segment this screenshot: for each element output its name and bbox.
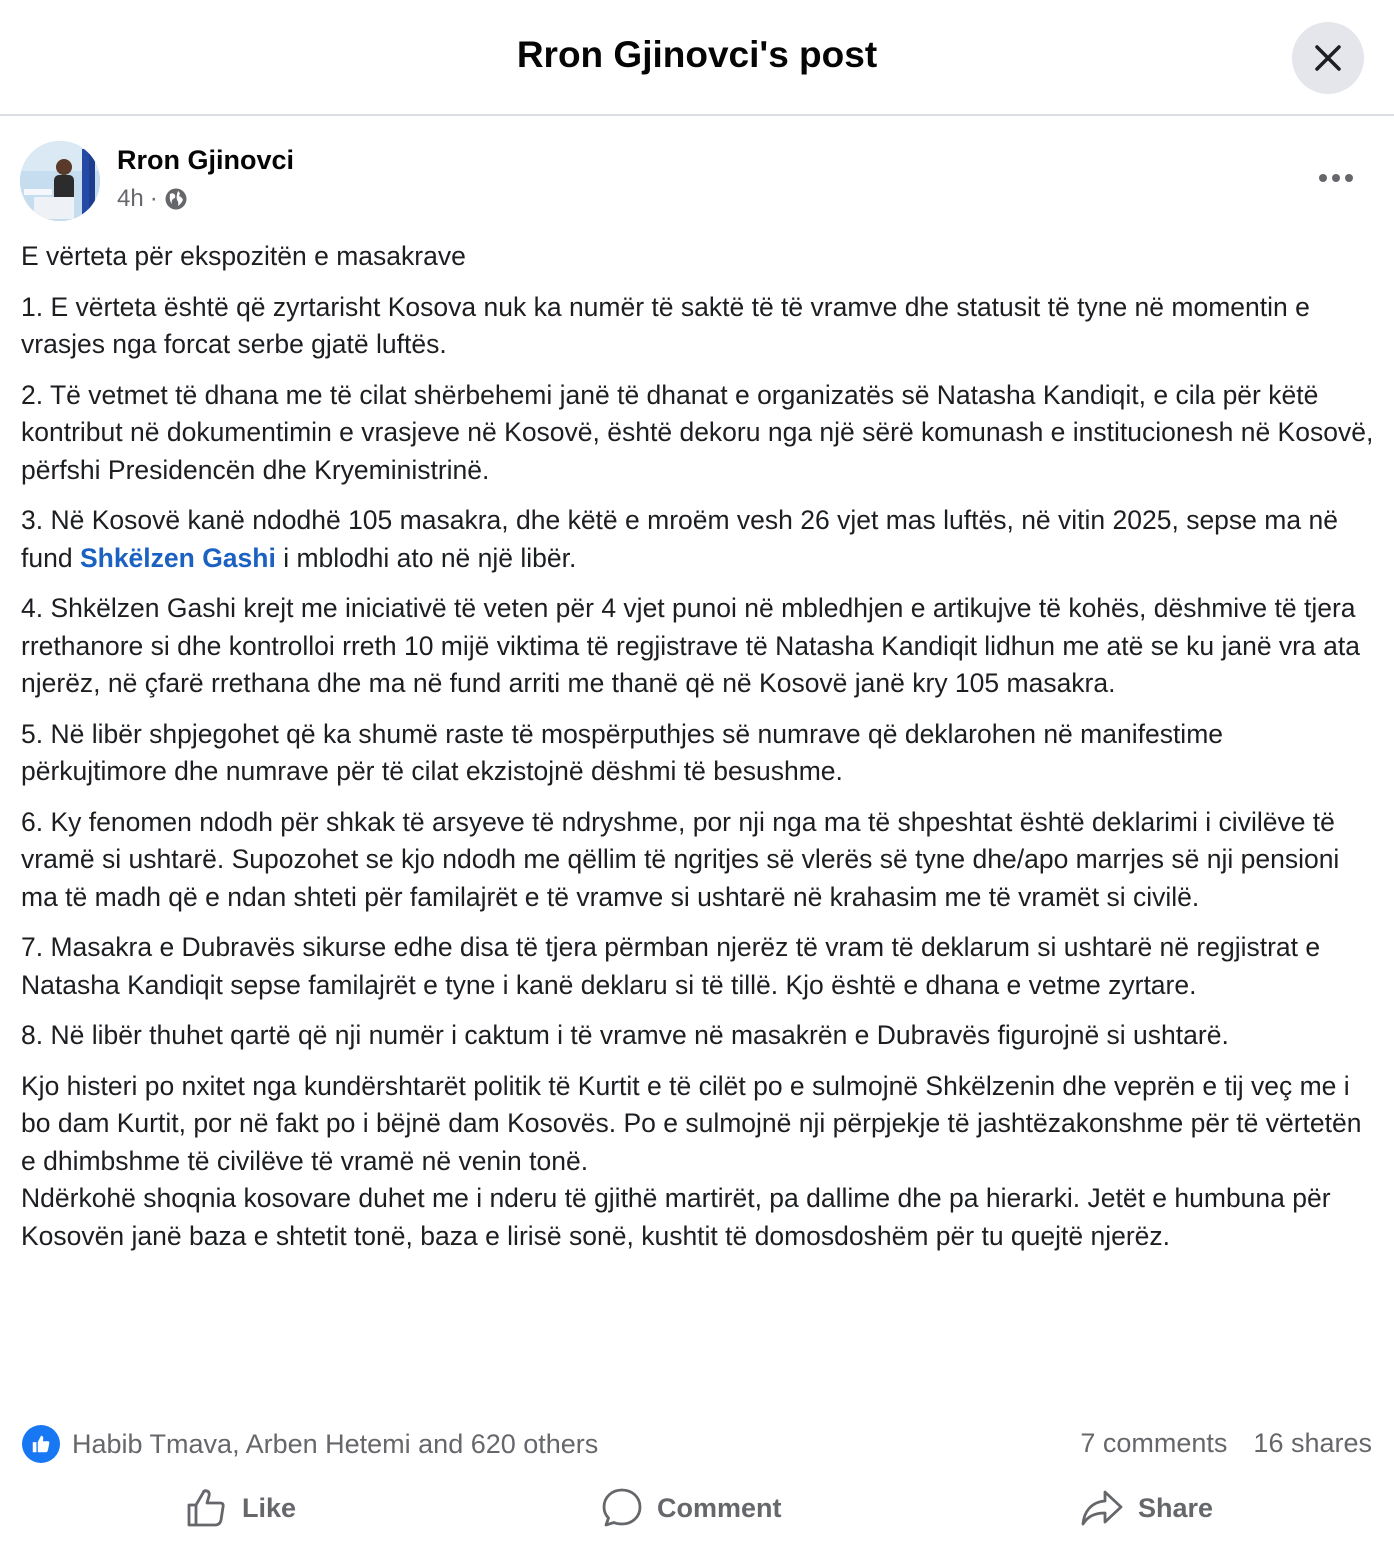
post-paragraph-7: 7. Masakra e Dubravës sikurse edhe disa të tjera përmban njerëz të vram të deklarum si ushtarë në regjistrat e Natasha Kandiqit sepse familajrët e tyne i kanë deklaru si të tillë. Kjo është e dhana e vetme zyrtare. xyxy=(21,932,1321,1000)
action-bar xyxy=(0,1480,1394,1536)
like-label: Like xyxy=(242,1492,297,1523)
meta-separator: · xyxy=(149,185,158,212)
post-closing: Kjo histeri po nxitet nga kundërshtarët politik të Kurtit e të cilët po e sulmojnë Shkëlzenin dhe veprën e tij veç me i bo dam Kurtit, por në fakt po i bëjnë dam Kosovës. Po e sulmojnë nji përpjekje të jashtëzakonshme për të vërtetën e dhimbshme të civilëve të vramë në venin tonë. Ndërkohë shoqnia kosovare duhet me i nderu të gjithë martirët, pa dallime dhe pa hierarki. Jetët e humbuna për Kosovën janë baza e shtetit tonë, baza e lirisë sonë, kushtit të domosdoshëm për tu quejtë njerëz. xyxy=(21,1070,1362,1251)
page-title: Rron Gjinovci's post xyxy=(516,34,878,75)
post-paragraph-4: 4. Shkëlzen Gashi krejt me iniciativë të veten për 4 vjet punoi në mbledhjen e artikujve të kohës, dëshmive të tjera rrethanore si dhe kontrolloi rreth 10 mijë viktima të regjistrave të Natasha Kandiqit lidhun me atë se ku janë vra ata njerëz, në çfarë rrethana dhe ma në fund arriti me thanë që në Kosovë janë kry 105 masakra. xyxy=(21,593,1360,698)
author-name[interactable]: Rron Gjinovci xyxy=(117,145,295,175)
reactions-text: Habib Tmava, Arben Hetemi and 620 others xyxy=(72,1428,599,1459)
reactions-summary[interactable] xyxy=(22,1425,598,1463)
like-reaction-icon xyxy=(22,1425,60,1463)
post-paragraph-6: 6. Ky fenomen ndodh për shkak të arsyeve të ndryshme, por nji nga ma të shpeshtat është deklarimi i civilëve të vramë si ushtarë. Supozohet se kjo ndodh me qëllim të ngritjes së vlerës së tyne dhe/apo marrjes së nji pensioni ma të madh që e ndan shteti për familajrët e të vramve si ushtarë në krahasim me të vramët si civilë. xyxy=(21,806,1340,912)
like-button[interactable] xyxy=(186,1480,296,1536)
share-label: Share xyxy=(1138,1492,1214,1523)
mention-link[interactable]: Shkëlzen Gashi xyxy=(79,542,276,573)
post-body xyxy=(21,238,1376,1268)
post-paragraph-1: 1. E vërteta është që zyrtarisht Kosova nuk ka numër të saktë të të vramve dhe statusit të tyne në momentin e vrasjes nga forcat serbe gjatë luftës. xyxy=(21,291,1310,359)
engagement-counts xyxy=(1080,1428,1372,1459)
close-icon xyxy=(1313,43,1343,73)
avatar[interactable] xyxy=(20,141,100,221)
post-paragraph-8: 8. Në libër thuhet qartë që nji numër i caktum i të vramve në masakrën e Dubravës figurojnë si ushtarë. xyxy=(21,1020,1229,1050)
post-paragraph-5: 5. Në libër shpjegohet që ka shumë raste të mospërputhjes së numrave që deklarohen në manifestime përkujtimore dhe numrave për të cilat ekzistojnë dëshmi të besushme. xyxy=(21,718,1224,786)
comment-button[interactable] xyxy=(601,1480,782,1536)
dialog-header xyxy=(0,0,1394,116)
close-button[interactable] xyxy=(1292,22,1364,94)
post-paragraph-3: 3. Në Kosovë kanë ndodhë 105 masakra, dhe këtë e mroëm vesh 26 vjet mas luftës, në vitin 2025, sepse ma në fund Shkëlzen Gashi i mblodhi ato në një libër. xyxy=(21,505,1338,573)
shares-count[interactable]: 16 shares xyxy=(1253,1428,1372,1458)
share-icon xyxy=(1080,1488,1124,1528)
comment-icon xyxy=(601,1487,643,1529)
post-time[interactable]: 4h xyxy=(117,185,144,212)
comment-label: Comment xyxy=(657,1492,782,1523)
globe-icon xyxy=(164,187,188,211)
post-heading: E vërteta për ekspozitën e masakrave xyxy=(21,241,466,271)
comments-count[interactable]: 7 comments xyxy=(1080,1428,1228,1458)
post-meta xyxy=(117,185,188,213)
share-button[interactable] xyxy=(1080,1480,1213,1536)
more-icon xyxy=(1318,173,1354,183)
thumbs-up-icon xyxy=(186,1488,228,1528)
more-options-button[interactable] xyxy=(1306,160,1366,196)
post-paragraph-2: 2. Të vetmet të dhana me të cilat shërbehemi janë të dhanat e organizatës së Natasha Kandiqit, e cila për këtë kontribut në dokumentimin e vrasjeve në Kosovë, është dekoru nga një sërë komunash e institucionesh në Kosovë, përfshi Presidencën dhe Kryeministrinë. xyxy=(21,379,1374,485)
